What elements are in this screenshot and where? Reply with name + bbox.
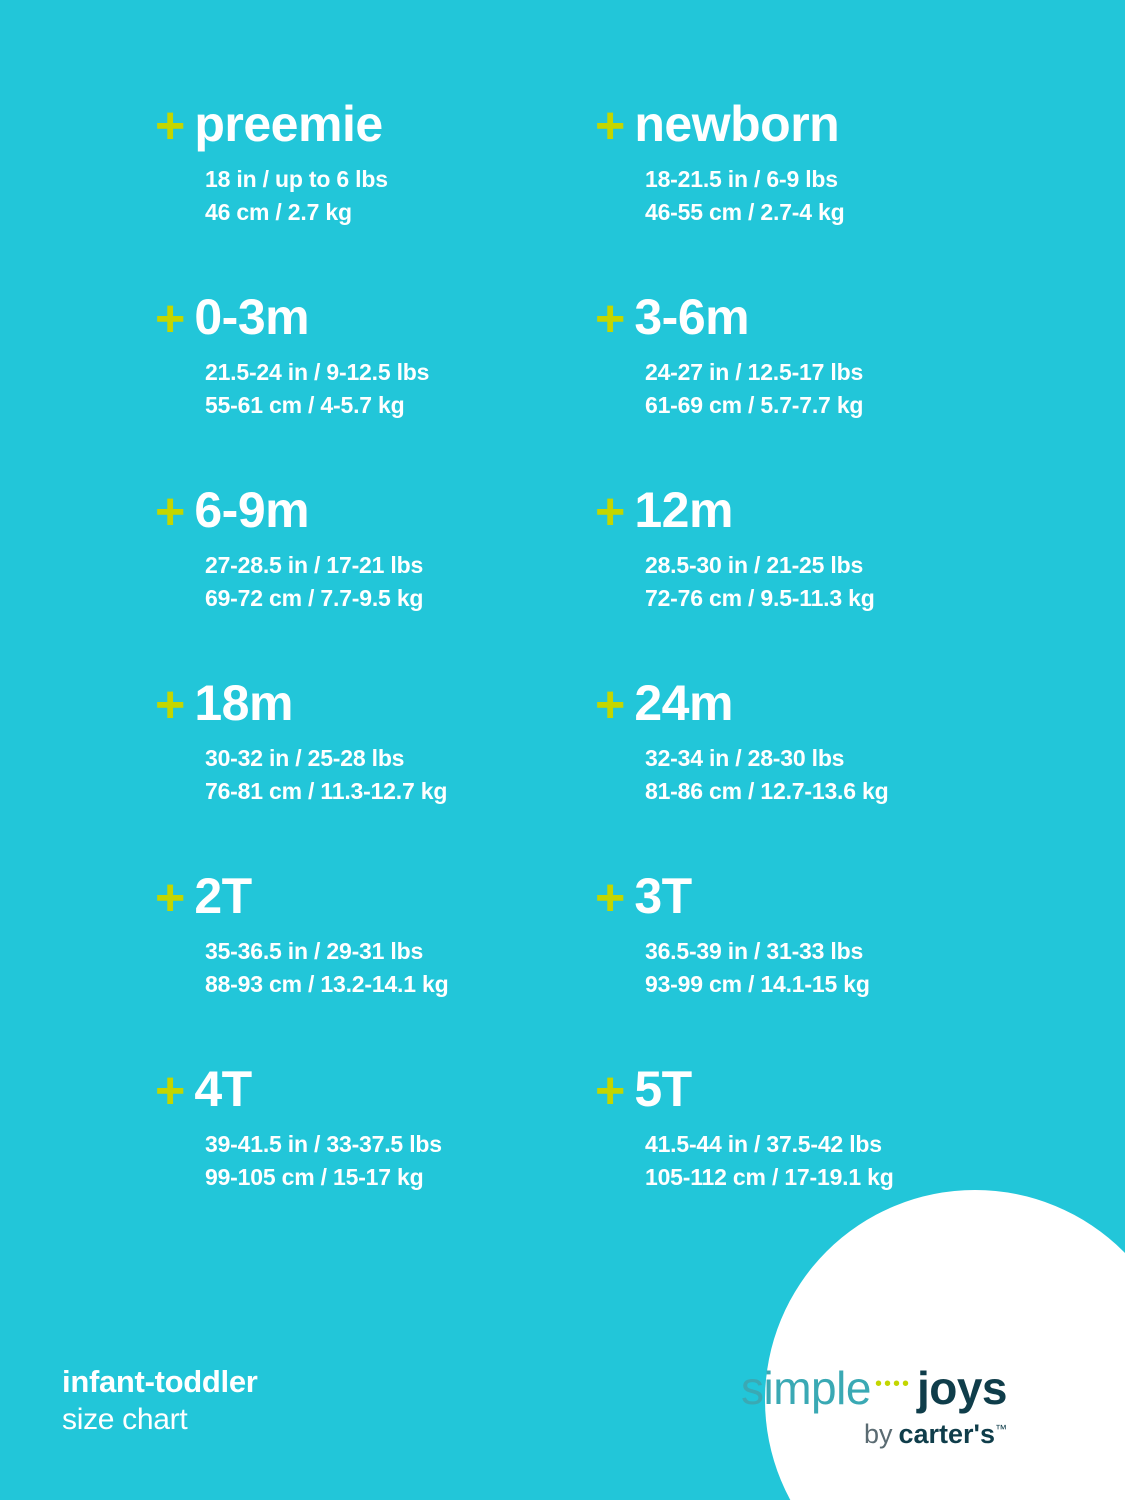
dots-icon: •••• — [874, 1373, 911, 1395]
size-metric: 46-55 cm / 2.7-4 kg — [645, 198, 845, 225]
size-metric: 88-93 cm / 13.2-14.1 kg — [205, 970, 449, 997]
size-heading — [595, 96, 1015, 155]
size-heading — [155, 289, 595, 348]
plus-icon: + — [155, 676, 185, 734]
plus-icon: + — [595, 290, 625, 348]
size-imperial: 27-28.5 in / 17-21 lbs — [205, 552, 424, 578]
size-imperial: 18 in / up to 6 lbs — [205, 166, 388, 192]
size-imperial: 18-21.5 in / 6-9 lbs — [645, 166, 838, 192]
size-imperial: 39-41.5 in / 33-37.5 lbs — [205, 1131, 442, 1157]
brand-name-carters: carter's — [898, 1419, 995, 1449]
plus-icon: + — [155, 869, 185, 927]
size-metric: 76-81 cm / 11.3-12.7 kg — [205, 777, 448, 804]
page-title: infant-toddler — [62, 1364, 258, 1400]
size-heading — [595, 482, 1015, 541]
plus-icon: + — [155, 483, 185, 541]
size-heading — [595, 675, 1015, 734]
brand-by-label: by — [863, 1419, 893, 1449]
size-label: preemie — [194, 96, 383, 152]
size-entry-12m — [595, 484, 1015, 677]
size-imperial: 21.5-24 in / 9-12.5 lbs — [205, 359, 430, 385]
size-metric: 61-69 cm / 5.7-7.7 kg — [645, 391, 864, 418]
size-heading — [155, 96, 595, 155]
size-imperial: 36.5-39 in / 31-33 lbs — [645, 938, 864, 964]
size-entry-6-9m — [155, 484, 595, 677]
plus-icon: + — [595, 97, 625, 155]
size-heading — [155, 1061, 595, 1120]
size-metric: 105-112 cm / 17-19.1 kg — [645, 1163, 894, 1190]
size-entry-4t — [155, 1063, 595, 1256]
size-entry-newborn — [595, 98, 1015, 291]
page-subtitle: size chart — [62, 1402, 188, 1436]
size-entry-18m — [155, 677, 595, 870]
size-label: 6-9m — [194, 482, 310, 538]
trademark-icon: ™ — [995, 1422, 1007, 1436]
size-entry-0-3m — [155, 291, 595, 484]
brand-logo-secondary — [677, 1421, 1007, 1448]
brand-logo — [677, 1362, 1007, 1449]
size-heading — [595, 868, 1015, 927]
plus-icon: + — [595, 1062, 625, 1120]
size-heading — [155, 482, 595, 541]
size-label: 3T — [634, 868, 692, 924]
size-entry-3t — [595, 870, 1015, 1063]
size-entry-24m — [595, 677, 1015, 870]
size-metric: 99-105 cm / 15-17 kg — [205, 1163, 424, 1190]
size-label: 2T — [194, 868, 252, 924]
size-label: 24m — [634, 675, 733, 731]
size-imperial: 24-27 in / 12.5-17 lbs — [645, 359, 864, 385]
plus-icon: + — [595, 483, 625, 541]
size-label: 18m — [194, 675, 293, 731]
size-label: 3-6m — [634, 289, 750, 345]
brand-logo-primary — [677, 1362, 1007, 1414]
size-metric: 55-61 cm / 4-5.7 kg — [205, 391, 405, 418]
brand-word-simple: simple — [741, 1362, 871, 1414]
size-metric: 81-86 cm / 12.7-13.6 kg — [645, 777, 889, 804]
brand-word-joys: joys — [916, 1362, 1007, 1414]
size-imperial: 30-32 in / 25-28 lbs — [205, 745, 405, 771]
size-heading — [155, 675, 595, 734]
size-metric: 69-72 cm / 7.7-9.5 kg — [205, 584, 424, 611]
size-metric: 46 cm / 2.7 kg — [205, 198, 352, 225]
plus-icon: + — [595, 676, 625, 734]
size-imperial: 41.5-44 in / 37.5-42 lbs — [645, 1131, 882, 1157]
plus-icon: + — [155, 290, 185, 348]
size-grid — [155, 98, 1015, 1256]
plus-icon: + — [155, 1062, 185, 1120]
size-imperial: 35-36.5 in / 29-31 lbs — [205, 938, 424, 964]
size-entry-preemie — [155, 98, 595, 291]
size-imperial: 32-34 in / 28-30 lbs — [645, 745, 845, 771]
size-entry-2t — [155, 870, 595, 1063]
size-label: 4T — [194, 1061, 252, 1117]
size-label: 0-3m — [194, 289, 310, 345]
footer-title-block — [62, 1363, 258, 1438]
plus-icon: + — [595, 869, 625, 927]
size-heading — [595, 289, 1015, 348]
plus-icon: + — [155, 97, 185, 155]
size-heading — [155, 868, 595, 927]
size-heading — [595, 1061, 1015, 1120]
size-entry-3-6m — [595, 291, 1015, 484]
size-imperial: 28.5-30 in / 21-25 lbs — [645, 552, 864, 578]
size-metric: 72-76 cm / 9.5-11.3 kg — [645, 584, 875, 611]
size-label: newborn — [634, 96, 840, 152]
size-label: 12m — [634, 482, 733, 538]
size-metric: 93-99 cm / 14.1-15 kg — [645, 970, 870, 997]
size-label: 5T — [634, 1061, 692, 1117]
